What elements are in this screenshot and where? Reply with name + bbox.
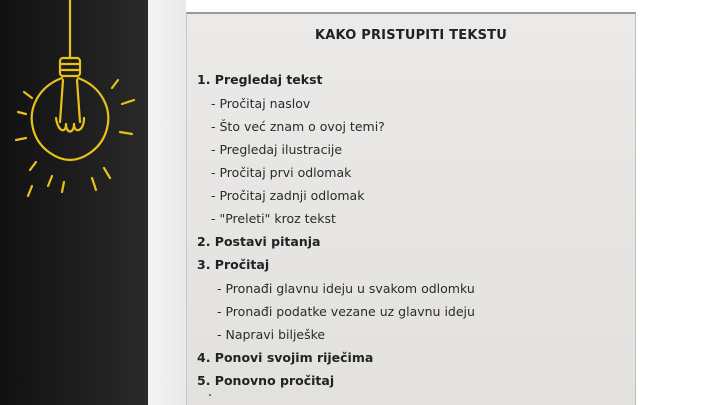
step-1-subitem: - Što već znam o ovoj temi? [211,119,385,134]
step-3-subitem: - Napravi bilješke [217,327,326,342]
decorative-left-panel [0,0,148,405]
lightbulb-icon [0,0,148,405]
scanned-document [186,12,636,405]
step-3-subitem: - Pronađi glavnu ideju u svakom odlomku [217,281,475,296]
step-5-label: 5. Ponovno pročitaj [197,373,335,388]
step-1-subitem: - "Preleti" kroz tekst [211,211,336,226]
step-3-label: 3. Pročitaj [197,257,270,272]
document-title: KAKO PRISTUPITI TEKSTU [315,28,507,43]
step-1-subitem: - Pročitaj prvi odlomak [211,165,352,180]
step-1-subitem: - Pregledaj ilustracije [211,142,343,157]
page-gutter [148,0,186,405]
scan-speck [209,394,211,396]
step-3-subitem: - Pronađi podatke vezane uz glavnu ideju [217,304,475,319]
step-4-label: 4. Ponovi svojim riječima [197,350,374,365]
step-1-label: 1. Pregledaj tekst [197,72,323,87]
step-1-subitem: - Pročitaj zadnji odlomak [211,188,365,203]
step-1-subitem: - Pročitaj naslov [211,96,311,111]
step-2-label: 2. Postavi pitanja [197,234,321,249]
